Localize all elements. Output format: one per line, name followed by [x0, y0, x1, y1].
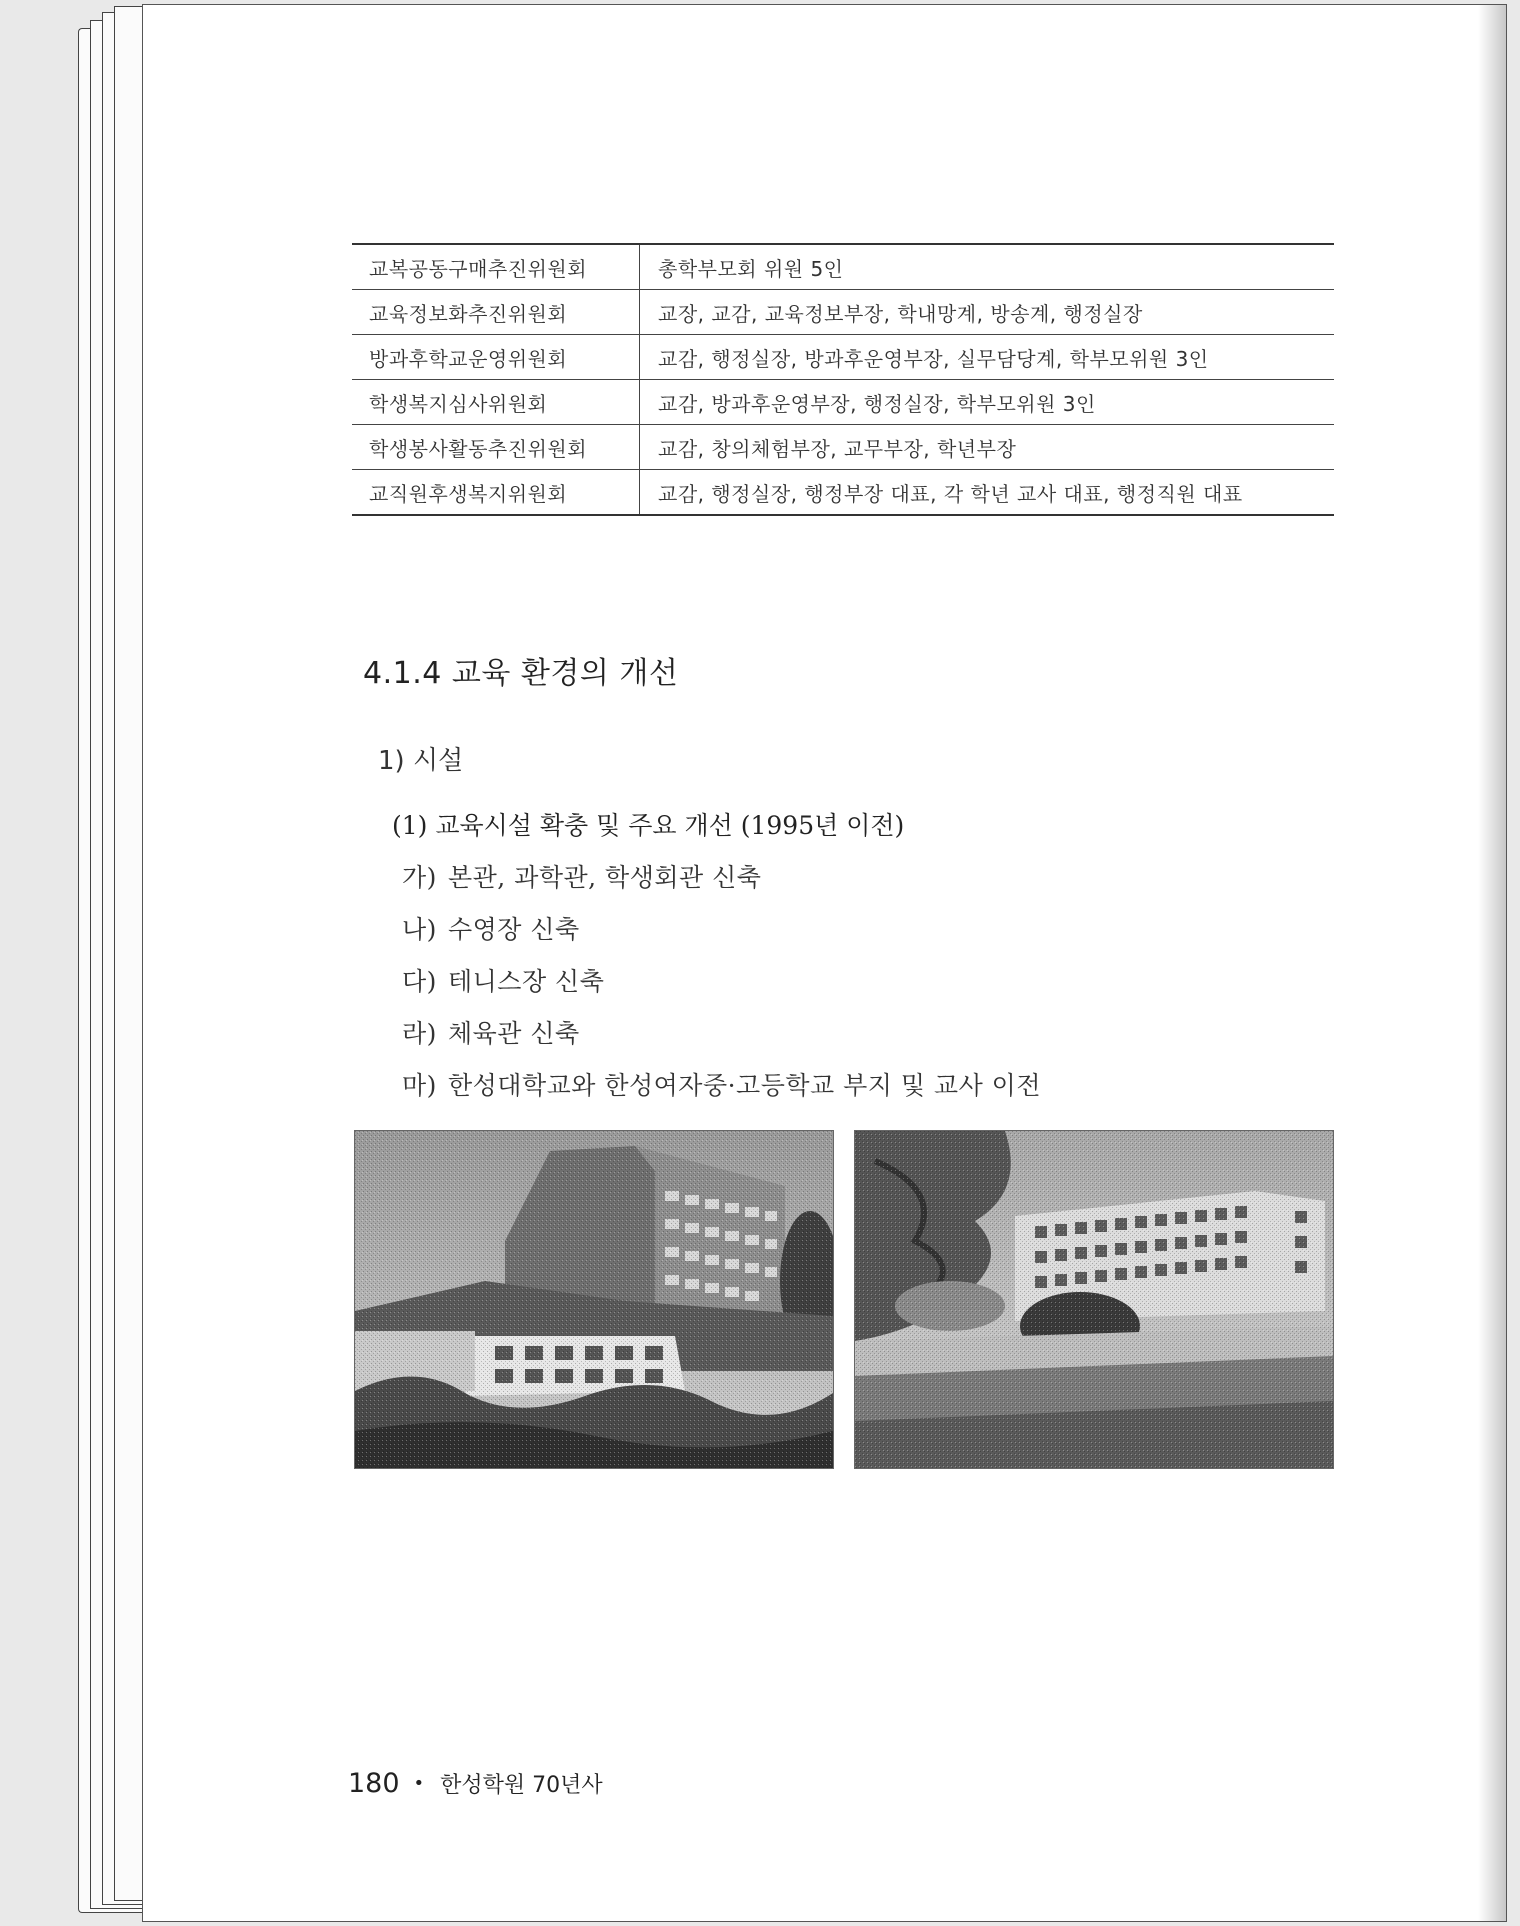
table-row [352, 470, 1334, 514]
table-row [352, 290, 1334, 335]
committee-name: 교복공동구매추진위원회 [352, 245, 640, 289]
committee-members: 교감, 방과후운영부장, 행정실장, 학부모위원 3인 [658, 391, 1096, 416]
table-row [352, 335, 1334, 380]
committee-members: 교감, 행정실장, 방과후운영부장, 실무담당계, 학부모위원 3인 [658, 346, 1209, 371]
list-marker: 라) [402, 1019, 437, 1048]
table-row [352, 425, 1334, 470]
subsection-title: 1) 시설 [378, 746, 464, 776]
page-number: 180 [348, 1768, 400, 1799]
list-item [402, 910, 1041, 962]
page-footer [348, 1768, 603, 1799]
committee-members: 총학부모회 위원 5인 [658, 256, 844, 281]
committee-table [352, 243, 1334, 516]
section-title: 4.1.4 교육 환경의 개선 [363, 656, 679, 691]
list-marker: 나) [402, 915, 437, 944]
campus-photo-main-building [354, 1130, 834, 1469]
committee-members: 교감, 창의체험부장, 교무부장, 학년부장 [658, 436, 1017, 461]
committee-members: 교장, 교감, 교육정보부장, 학내망계, 방송계, 행정실장 [658, 301, 1143, 326]
list-marker: 가) [402, 863, 437, 892]
list-item-text: 한성대학교와 한성여자중·고등학교 부지 및 교사 이전 [448, 1071, 1041, 1100]
table-row [352, 245, 1334, 290]
list-item [402, 1014, 1041, 1066]
list-item-text: 체육관 신축 [448, 1019, 580, 1048]
book-title: 한성학원 70년사 [440, 1773, 603, 1798]
committee-members: 교감, 행정실장, 행정부장 대표, 각 학년 교사 대표, 행정직원 대표 [658, 481, 1243, 506]
table-row [352, 380, 1334, 425]
list-item-text: 테니스장 신축 [448, 967, 605, 996]
item-title: (1) 교육시설 확충 및 주요 개선 (1995년 이전) [392, 811, 905, 840]
list-item [402, 858, 1041, 910]
committee-name: 학생봉사활동추진위원회 [352, 425, 640, 469]
footer-bullet: • [413, 1773, 425, 1794]
list-item [402, 962, 1041, 1014]
campus-photo-school-building [854, 1130, 1334, 1469]
facility-list [402, 858, 1041, 1118]
list-marker: 마) [402, 1071, 437, 1100]
committee-name: 방과후학교운영위원회 [352, 335, 640, 379]
committee-name: 교육정보화추진위원회 [352, 290, 640, 334]
committee-name: 교직원후생복지위원회 [352, 470, 640, 514]
list-item-text: 본관, 과학관, 학생회관 신축 [448, 863, 762, 892]
list-marker: 다) [402, 967, 437, 996]
list-item [402, 1066, 1041, 1118]
list-item-text: 수영장 신축 [448, 915, 580, 944]
committee-name: 학생복지심사위원회 [352, 380, 640, 424]
